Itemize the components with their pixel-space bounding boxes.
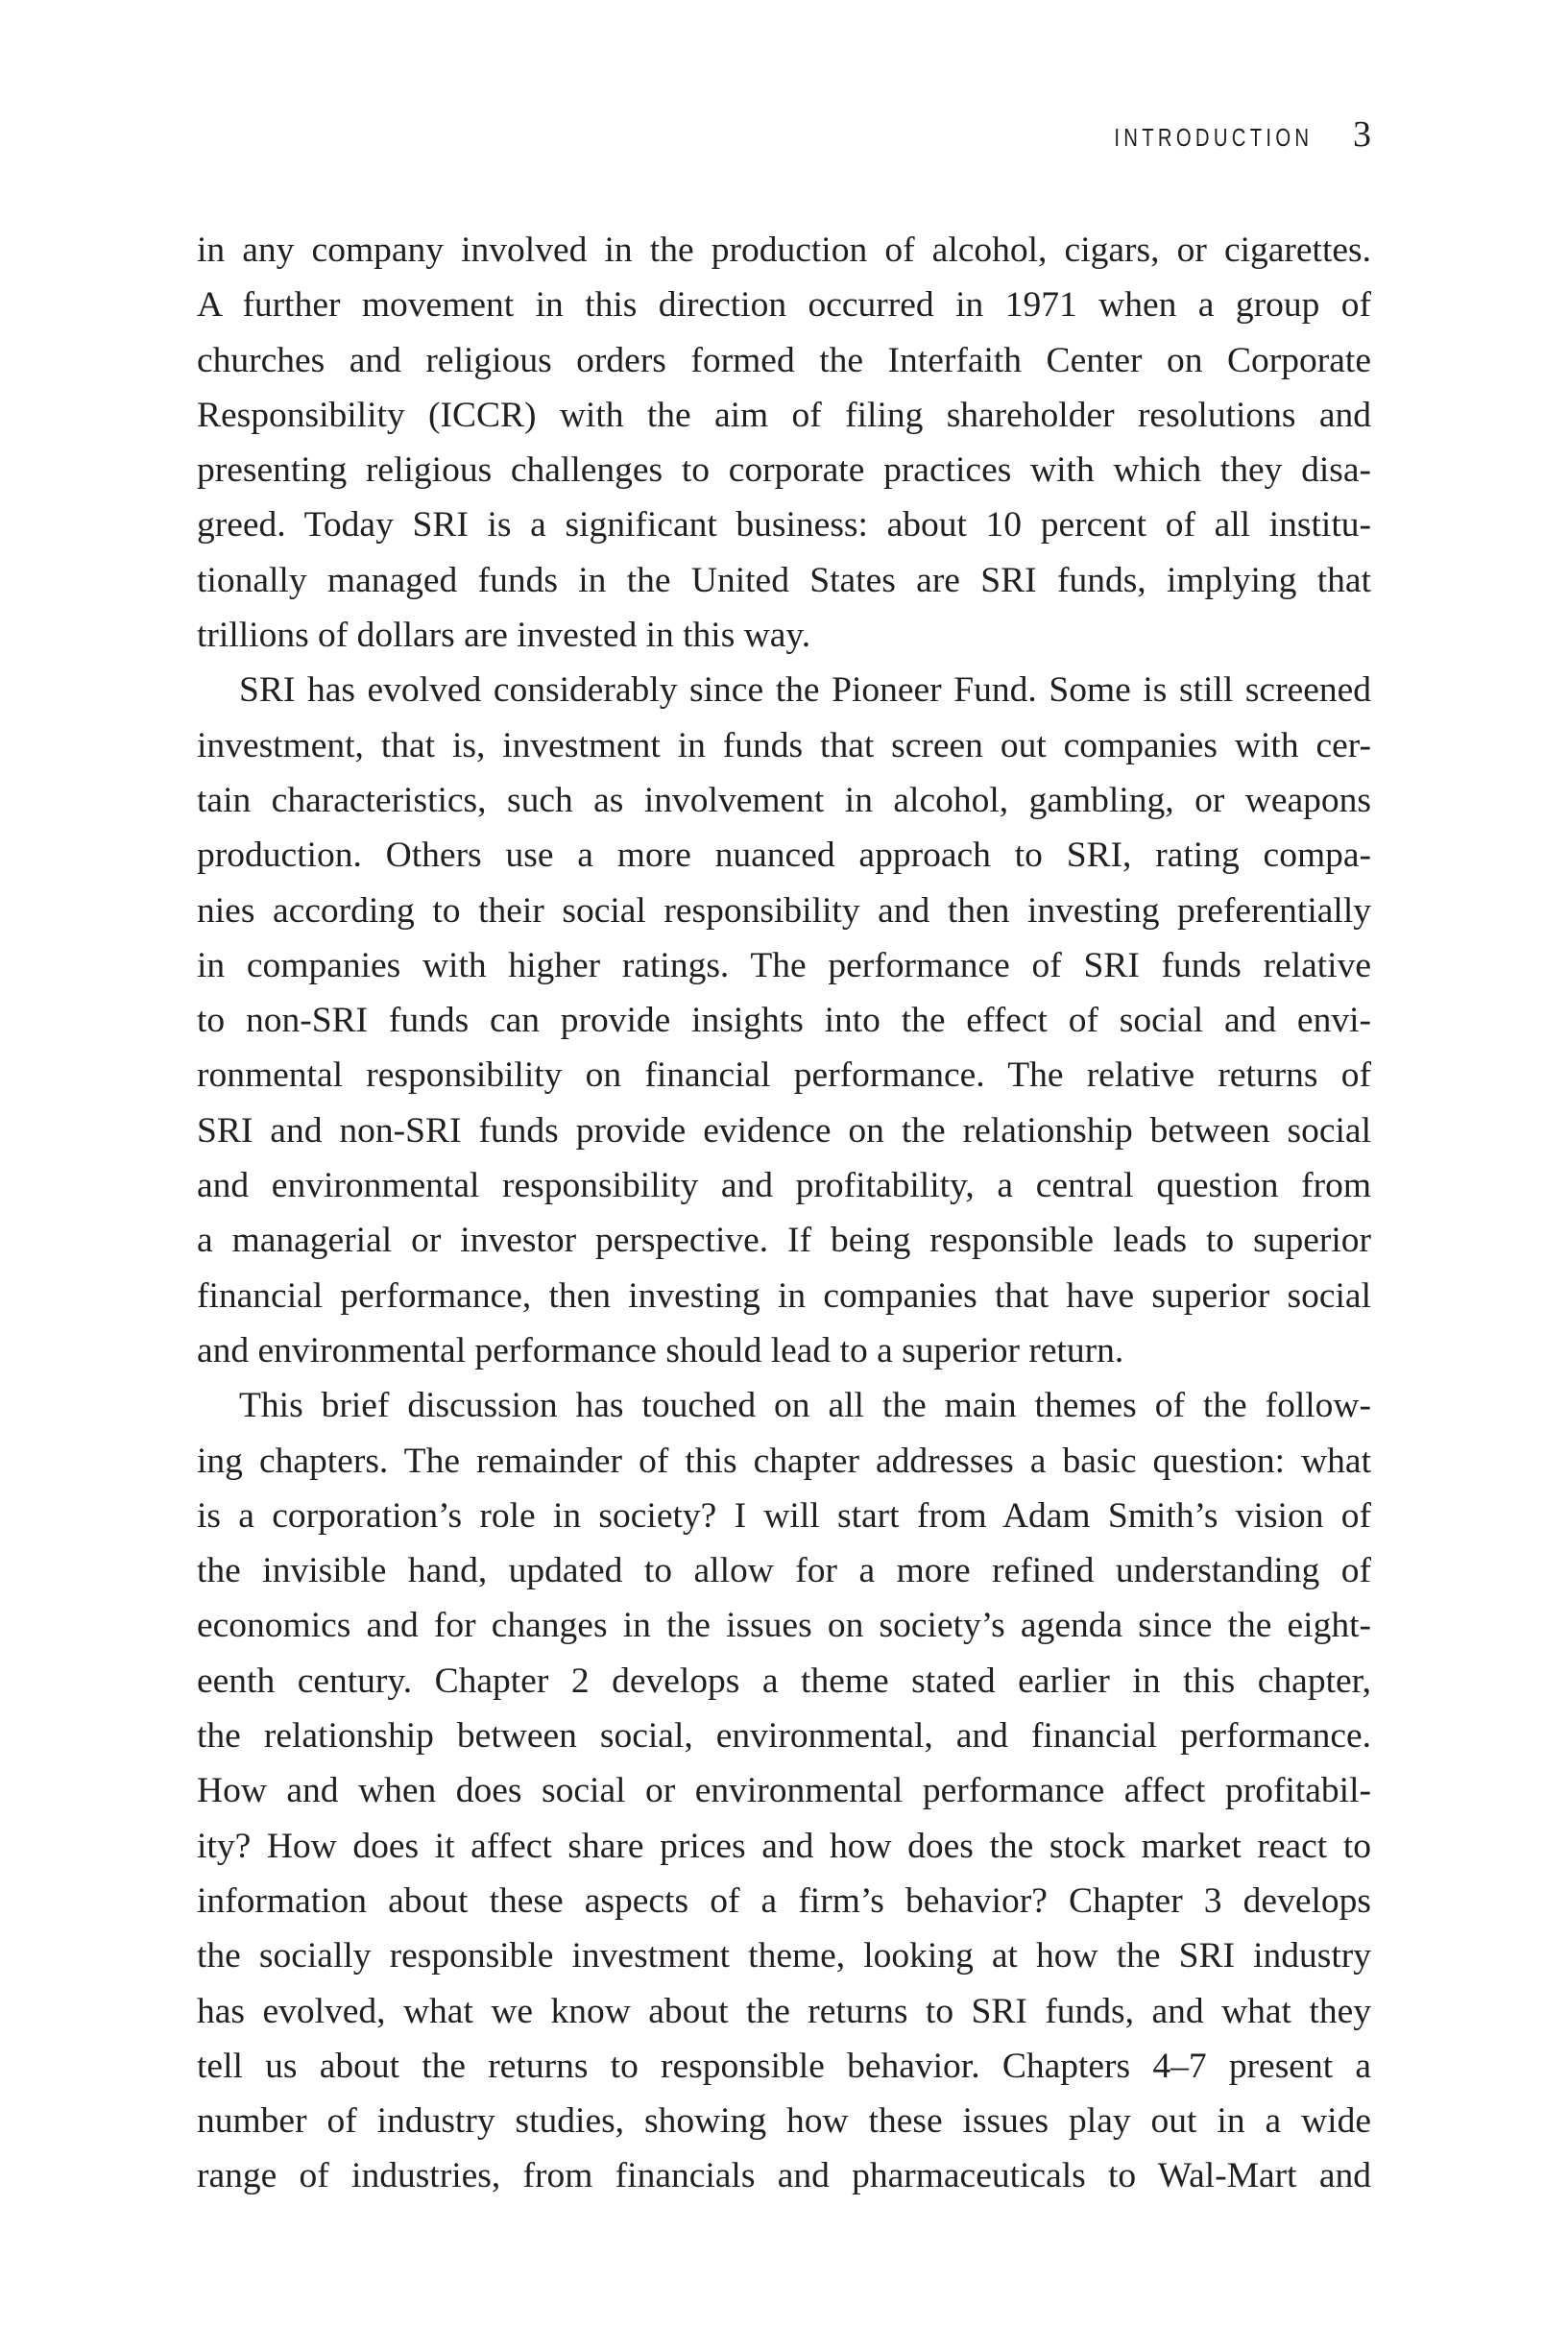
text-line: ronmental responsibility on financial performance. The relative returns of — [197, 1055, 1371, 1096]
paragraph — [197, 663, 1371, 1378]
text-line: production. Others use a more nuanced approach to SRI, rating compa- — [197, 836, 1371, 876]
text-line: tell us about the returns to responsible behavior. Chapters 4–7 present a — [197, 2046, 1371, 2086]
text-line: the socially responsible investment theme, looking at how the SRI industry — [197, 1936, 1371, 1976]
text-line: and environmental performance should lead to a superior return. — [197, 1330, 1124, 1370]
text-line: trillions of dollars are invested in this way. — [197, 616, 811, 656]
text-line: the relationship between social, environmental, and financial performance. — [197, 1716, 1371, 1757]
text-line: churches and religious orders formed the Interfaith Center on Corporate — [197, 340, 1371, 380]
text-line: economics and for changes in the issues on society’s agenda since the eight- — [197, 1606, 1371, 1646]
text-line: This brief discussion has touched on all the main themes of the follow- — [239, 1386, 1371, 1426]
text-line: and environmental responsibility and profitability, a central question from — [197, 1166, 1371, 1206]
text-line: ing chapters. The remainder of this chapter addresses a basic question: what — [197, 1441, 1371, 1481]
running-head-section-title: INTRODUCTION — [1114, 123, 1313, 152]
text-line: tionally managed funds in the United States are SRI funds, implying that — [197, 560, 1371, 600]
text-line: tain characteristics, such as involvement in alcohol, gambling, or weapons — [197, 780, 1371, 820]
text-line: presenting religious challenges to corporate practices with which they disa- — [197, 450, 1371, 491]
text-line: A further movement in this direction occurred in 1971 when a group of — [197, 285, 1371, 326]
text-line: How and when does social or environmental performance affect profitabil- — [197, 1771, 1371, 1811]
text-line: information about these aspects of a firm’s behavior? Chapter 3 develops — [197, 1880, 1371, 1921]
text-line: the invisible hand, updated to allow for a more refined understanding of — [197, 1551, 1371, 1591]
text-line: greed. Today SRI is a significant business: about 10 percent of all institu- — [197, 505, 1371, 546]
text-line: nies according to their social responsibility and then investing preferentially — [197, 890, 1371, 931]
page-number: 3 — [1353, 114, 1371, 155]
text-line: ity? How does it affect share prices and how does the stock market react to — [197, 1826, 1371, 1866]
text-line: investment, that is, investment in funds that screen out companies with cer- — [197, 725, 1371, 765]
text-line: Responsibility (ICCR) with the aim of filing shareholder resolutions and — [197, 395, 1371, 435]
paragraph — [197, 223, 1371, 663]
body-text — [197, 223, 1371, 2204]
text-line: SRI and non-SRI funds provide evidence on the relationship between social — [197, 1110, 1371, 1151]
text-line: in companies with higher ratings. The performance of SRI funds relative — [197, 945, 1371, 985]
text-line: eenth century. Chapter 2 develops a theme stated earlier in this chapter, — [197, 1661, 1371, 1701]
paragraph — [197, 1378, 1371, 2203]
text-line: financial performance, then investing in companies that have superior social — [197, 1275, 1371, 1316]
text-line: is a corporation’s role in society? I will start from Adam Smith’s vision of — [197, 1495, 1371, 1536]
text-line: a managerial or investor perspective. If being responsible leads to superior — [197, 1221, 1371, 1261]
text-line: number of industry studies, showing how these issues play out in a wide — [197, 2101, 1371, 2142]
text-line: SRI has evolved considerably since the Pioneer Fund. Some is still screened — [239, 670, 1371, 711]
text-line: range of industries, from financials and pharmaceuticals to Wal-Mart and — [197, 2156, 1371, 2196]
text-line: has evolved, what we know about the returns to SRI funds, and what they — [197, 1991, 1371, 2031]
running-head — [1058, 113, 1371, 156]
text-line: to non-SRI funds can provide insights into the effect of social and envi- — [197, 1001, 1371, 1041]
text-line: in any company involved in the production of alcohol, cigars, or cigarettes. — [197, 230, 1371, 270]
